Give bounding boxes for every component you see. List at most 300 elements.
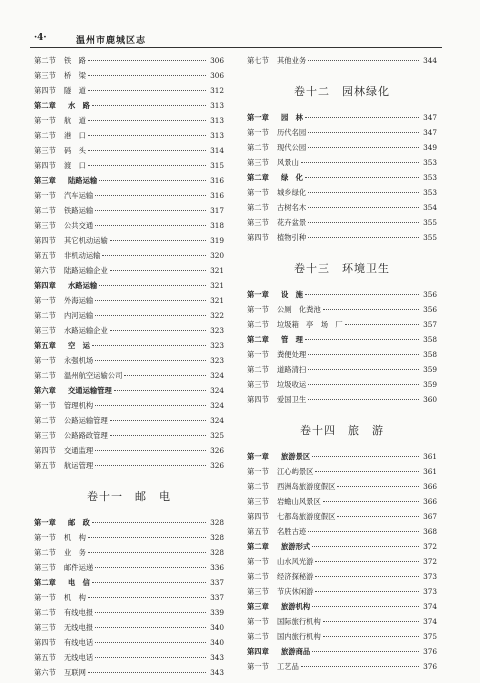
entry-title: 山水风光游 (277, 557, 314, 566)
dot-leader (88, 672, 206, 673)
page-ref: 312 (210, 86, 224, 95)
section-label: 第一节 (247, 128, 269, 137)
page-ref: 325 (210, 431, 224, 440)
section-entry[interactable] (34, 56, 224, 71)
dot-leader (95, 450, 206, 451)
page-ref: 366 (423, 497, 437, 506)
chapter-label: 第二章 (247, 335, 269, 344)
page-ref: 328 (210, 533, 224, 542)
section-label: 第三节 (247, 497, 269, 506)
toc-column-right (247, 56, 437, 677)
chapter-label: 第四章 (247, 647, 269, 656)
entry-title: 水路运输企业 (64, 326, 108, 335)
section-entry[interactable] (34, 116, 224, 131)
page-ref: 323 (210, 356, 224, 365)
chapter-entry[interactable] (247, 602, 437, 617)
section-entry[interactable] (34, 446, 224, 461)
entry-title: 古树名木 (277, 203, 307, 212)
section-label: 第三节 (34, 71, 56, 80)
page-header (30, 30, 442, 48)
entry-title: 空 运 (68, 341, 90, 350)
section-entry[interactable] (247, 587, 437, 602)
section-label: 第二节 (34, 416, 56, 425)
page-ref: 336 (210, 563, 224, 572)
entry-title: 旅游商品 (281, 647, 311, 656)
volume-title: 邮 电 (135, 490, 171, 503)
section-entry[interactable] (247, 527, 437, 542)
section-label: 第二节 (34, 56, 56, 65)
entry-title: 邮 政 (68, 518, 90, 527)
page-ref: 366 (423, 482, 437, 491)
section-label: 第三节 (34, 431, 56, 440)
section-label: 第二节 (34, 548, 56, 557)
section-label: 第二节 (34, 371, 56, 380)
section-label: 第四节 (247, 233, 269, 242)
page-ref: 374 (423, 602, 437, 611)
section-entry[interactable] (247, 512, 437, 527)
entry-title: 汽车运输 (64, 191, 94, 200)
entry-title: 设 施 (281, 290, 303, 299)
dot-leader (308, 354, 419, 355)
section-label: 第六节 (34, 266, 56, 275)
dot-leader (95, 465, 206, 466)
page-ref: 372 (423, 542, 437, 551)
chapter-entry[interactable] (247, 335, 437, 350)
chapter-label: 第五章 (34, 341, 56, 350)
section-entry[interactable] (34, 326, 224, 341)
entry-title: 粪便处理 (277, 350, 307, 359)
page-ref: 324 (210, 371, 224, 380)
entry-title: 陆路运输 (68, 176, 98, 185)
section-entry[interactable] (247, 158, 437, 173)
dot-leader (88, 120, 206, 121)
section-label: 第五节 (34, 653, 56, 662)
dot-leader (110, 330, 206, 331)
chapter-label: 第一章 (247, 290, 269, 299)
page-ref: 361 (423, 467, 437, 476)
dot-leader (95, 195, 206, 196)
dot-leader (95, 612, 206, 613)
entry-title: 外海运输 (64, 296, 94, 305)
page-ref: 347 (423, 128, 437, 137)
entry-title: 现代公园 (277, 143, 307, 152)
dot-leader (308, 132, 419, 133)
section-entry[interactable] (247, 497, 437, 512)
section-label: 第一节 (34, 116, 56, 125)
section-entry[interactable] (247, 320, 437, 335)
dot-leader (308, 399, 419, 400)
section-label: 第五节 (247, 527, 269, 536)
entry-title: 西洲岛旅游度假区 (277, 482, 336, 491)
dot-leader (308, 207, 419, 208)
volume-title: 环境卫生 (342, 262, 390, 275)
entry-title: 国际旅行机构 (277, 617, 321, 626)
dot-leader (308, 369, 419, 370)
page-ref: 313 (210, 131, 224, 140)
chapter-entry[interactable] (34, 101, 224, 116)
section-label: 第三节 (34, 563, 56, 572)
section-entry[interactable] (34, 653, 224, 668)
dot-leader (114, 390, 206, 391)
page-ref: 355 (423, 233, 437, 242)
entry-title: 绿 化 (281, 173, 303, 182)
chapter-entry[interactable] (247, 542, 437, 557)
page-ref: 358 (423, 335, 437, 344)
section-entry[interactable] (34, 356, 224, 371)
section-entry[interactable] (34, 191, 224, 206)
entry-title: 旅游形式 (281, 542, 311, 551)
page-ref: 328 (210, 518, 224, 527)
dot-leader (95, 315, 206, 316)
entry-title: 垃圾箱 亭 场 厂 (277, 320, 343, 329)
section-label: 第三节 (247, 218, 269, 227)
section-entry[interactable] (247, 203, 437, 218)
volume-number: 卷十二 (294, 85, 330, 98)
dot-leader (102, 255, 206, 256)
chapter-entry[interactable] (34, 578, 224, 593)
entry-title: 内河运输 (64, 311, 94, 320)
section-entry[interactable] (34, 71, 224, 86)
section-entry[interactable] (247, 632, 437, 647)
chapter-entry[interactable] (247, 173, 437, 188)
dot-leader (312, 606, 419, 607)
entry-title: 名胜古迹 (277, 527, 307, 536)
entry-title: 国内旅行机构 (277, 632, 321, 641)
section-entry[interactable] (247, 572, 437, 587)
section-entry[interactable] (34, 668, 224, 683)
dot-leader (301, 162, 419, 163)
page-ref: 376 (423, 647, 437, 656)
chapter-entry[interactable] (34, 341, 224, 356)
page-number: ·4· (34, 33, 47, 43)
section-entry[interactable] (34, 563, 224, 578)
chapter-label: 第二章 (34, 578, 56, 587)
section-label: 第二节 (247, 482, 269, 491)
page-ref: 373 (423, 572, 437, 581)
page-ref: 344 (423, 56, 437, 65)
dot-leader (95, 657, 206, 658)
page-ref: 375 (423, 632, 437, 641)
page-ref: 368 (423, 527, 437, 536)
section-entry[interactable] (247, 56, 437, 71)
page-ref: 321 (210, 281, 224, 290)
section-label: 第二节 (247, 203, 269, 212)
section-entry[interactable] (247, 350, 437, 365)
page-ref: 357 (423, 320, 437, 329)
section-entry[interactable] (34, 131, 224, 146)
dot-leader (88, 552, 206, 553)
chapter-label: 第三章 (34, 176, 56, 185)
entry-title: 垃圾收运 (277, 380, 307, 389)
section-entry[interactable] (34, 533, 224, 548)
chapter-label: 第一章 (247, 113, 269, 122)
entry-title: 公厕 化粪池 (277, 305, 321, 314)
section-label: 第四节 (34, 86, 56, 95)
dot-leader (315, 591, 419, 592)
chapter-label: 第四章 (34, 281, 56, 290)
dot-leader (99, 180, 206, 181)
entry-title: 道路清扫 (277, 365, 307, 374)
dot-leader (88, 150, 206, 151)
chapter-entry[interactable] (34, 518, 224, 533)
page-ref: 367 (423, 512, 437, 521)
section-entry[interactable] (247, 188, 437, 203)
section-entry[interactable] (34, 236, 224, 251)
section-label: 第一节 (247, 467, 269, 476)
chapter-entry[interactable] (34, 176, 224, 191)
entry-title: 陆路运输企业 (64, 266, 108, 275)
dot-leader (110, 435, 206, 436)
page-ref: 353 (423, 188, 437, 197)
page-ref: 313 (210, 101, 224, 110)
section-entry[interactable] (34, 161, 224, 176)
volume-heading (247, 254, 437, 284)
section-label: 第二节 (34, 608, 56, 617)
entry-title: 机 构 (64, 533, 86, 542)
section-label: 第二节 (247, 320, 269, 329)
volume-heading (247, 77, 437, 107)
dot-leader (95, 627, 206, 628)
page-ref: 313 (210, 116, 224, 125)
dot-leader (315, 471, 419, 472)
dot-leader (312, 456, 419, 457)
dot-leader (88, 537, 206, 538)
chapter-entry[interactable] (247, 452, 437, 467)
chapter-entry[interactable] (34, 386, 224, 401)
dot-leader (110, 270, 206, 271)
chapter-label: 第二章 (247, 542, 269, 551)
page-ref: 322 (210, 311, 224, 320)
section-entry[interactable] (34, 623, 224, 638)
dot-leader (92, 345, 206, 346)
entry-title: 永强机场 (64, 356, 94, 365)
entry-title: 岩蟾山风景区 (277, 497, 321, 506)
page-ref: 321 (210, 266, 224, 275)
page-ref: 353 (423, 173, 437, 182)
chapter-label: 第一章 (34, 518, 56, 527)
section-label: 第一节 (34, 593, 56, 602)
entry-title: 航运管理 (64, 461, 94, 470)
section-label: 第一节 (34, 296, 56, 305)
dot-leader (95, 642, 206, 643)
dot-leader (95, 210, 206, 211)
section-entry[interactable] (247, 557, 437, 572)
section-label: 第二节 (247, 572, 269, 581)
page-ref: 354 (423, 203, 437, 212)
dot-leader (95, 405, 206, 406)
dot-leader (92, 582, 206, 583)
page-ref: 358 (423, 350, 437, 359)
section-entry[interactable] (247, 218, 437, 233)
section-entry[interactable] (34, 251, 224, 266)
section-label: 第四节 (34, 446, 56, 455)
entry-title: 桥 梁 (64, 71, 86, 80)
section-entry[interactable] (247, 395, 437, 410)
section-entry[interactable] (34, 593, 224, 608)
section-entry[interactable] (247, 380, 437, 395)
section-entry[interactable] (247, 365, 437, 380)
page-ref: 324 (210, 401, 224, 410)
dot-leader (305, 294, 419, 295)
dot-leader (337, 516, 419, 517)
dot-leader (312, 546, 419, 547)
section-label: 第一节 (34, 533, 56, 542)
page-ref: 326 (210, 461, 224, 470)
entry-title: 其他业务 (277, 56, 307, 65)
dot-leader (124, 375, 206, 376)
page-ref: 326 (210, 446, 224, 455)
entry-title: 业 务 (64, 548, 86, 557)
dot-leader (337, 486, 419, 487)
page-ref: 340 (210, 623, 224, 632)
chapter-entry[interactable] (34, 281, 224, 296)
chapter-entry[interactable] (247, 647, 437, 662)
section-label: 第二节 (34, 311, 56, 320)
entry-title: 公路路政管理 (64, 431, 108, 440)
entry-title: 无线电话 (64, 653, 94, 662)
section-label: 第四节 (247, 512, 269, 521)
page-ref: 353 (423, 158, 437, 167)
section-entry[interactable] (34, 608, 224, 623)
page-ref: 318 (210, 221, 224, 230)
entry-title: 码 头 (64, 146, 86, 155)
volume-heading (247, 416, 437, 446)
dot-leader (312, 651, 419, 652)
section-entry[interactable] (34, 221, 224, 236)
section-label: 第一节 (34, 356, 56, 365)
page-ref: 373 (423, 587, 437, 596)
dot-leader (308, 60, 419, 61)
toc-column-left (34, 56, 224, 683)
section-entry[interactable] (247, 617, 437, 632)
page-ref: 359 (423, 365, 437, 374)
section-label: 第四节 (34, 161, 56, 170)
entry-title: 爱国卫生 (277, 395, 307, 404)
chapter-entry[interactable] (247, 290, 437, 305)
section-label: 第二节 (34, 206, 56, 215)
section-label: 第二节 (34, 131, 56, 140)
page-ref: 337 (210, 593, 224, 602)
entry-title: 公路运输管理 (64, 416, 108, 425)
page-ref: 323 (210, 326, 224, 335)
section-entry[interactable] (247, 482, 437, 497)
dot-leader (308, 384, 419, 385)
section-entry[interactable] (34, 146, 224, 161)
entry-title: 铁路运输 (64, 206, 94, 215)
entry-title: 植物引种 (277, 233, 307, 242)
section-label: 第五节 (34, 251, 56, 260)
volume-heading (34, 482, 224, 512)
section-label: 第三节 (34, 326, 56, 335)
page-ref: 356 (423, 305, 437, 314)
section-entry[interactable] (34, 461, 224, 476)
section-label: 第三节 (247, 587, 269, 596)
dot-leader (308, 222, 419, 223)
dot-leader (323, 621, 419, 622)
section-entry[interactable] (34, 296, 224, 311)
dot-leader (308, 147, 419, 148)
volume-title: 旅 游 (348, 424, 384, 437)
section-entry[interactable] (247, 233, 437, 248)
chapter-label: 第三章 (247, 602, 269, 611)
page-ref: 324 (210, 386, 224, 395)
dot-leader (323, 636, 419, 637)
entry-title: 旅游机构 (281, 602, 311, 611)
entry-title: 管 理 (281, 335, 303, 344)
page-ref: 316 (210, 176, 224, 185)
page-ref: 343 (210, 668, 224, 677)
section-label: 第三节 (247, 380, 269, 389)
page-ref: 372 (423, 557, 437, 566)
entry-title: 互联网 (64, 668, 86, 677)
section-label: 第六节 (34, 668, 56, 677)
entry-title: 有线电报 (64, 608, 94, 617)
section-label: 第一节 (247, 557, 269, 566)
entry-title: 旅游景区 (281, 452, 311, 461)
section-entry[interactable] (34, 206, 224, 221)
page-ref: 355 (423, 218, 437, 227)
entry-title: 无线电报 (64, 623, 94, 632)
section-entry[interactable] (247, 143, 437, 158)
section-entry[interactable] (34, 311, 224, 326)
dot-leader (92, 522, 206, 523)
section-entry[interactable] (247, 662, 437, 677)
page-ref: 337 (210, 578, 224, 587)
dot-leader (88, 75, 206, 76)
section-entry[interactable] (247, 128, 437, 143)
dot-leader (95, 567, 206, 568)
section-entry[interactable] (34, 266, 224, 281)
dot-leader (308, 192, 419, 193)
dot-leader (323, 309, 419, 310)
entry-title: 港 口 (64, 131, 86, 140)
section-label: 第三节 (34, 221, 56, 230)
page-ref: 374 (423, 617, 437, 626)
section-entry[interactable] (34, 86, 224, 101)
section-label: 第一节 (247, 662, 269, 671)
entry-title: 花卉盆景 (277, 218, 307, 227)
dot-leader (88, 135, 206, 136)
page-ref: 315 (210, 161, 224, 170)
dot-leader (323, 501, 419, 502)
volume-number: 卷十一 (87, 490, 123, 503)
page-ref: 361 (423, 452, 437, 461)
section-label: 第三节 (247, 158, 269, 167)
section-label: 第四节 (34, 236, 56, 245)
page-ref: 343 (210, 653, 224, 662)
book-title: 温州市鹿城区志 (76, 36, 147, 46)
section-entry[interactable] (34, 431, 224, 446)
chapter-entry[interactable] (247, 113, 437, 128)
section-entry[interactable] (247, 305, 437, 320)
dot-leader (99, 285, 206, 286)
entry-title: 航 道 (64, 116, 86, 125)
dot-leader (88, 165, 206, 166)
section-label: 第三节 (34, 623, 56, 632)
dot-leader (88, 597, 206, 598)
section-entry[interactable] (34, 371, 224, 386)
section-label: 第一节 (34, 191, 56, 200)
page-ref: 356 (423, 290, 437, 299)
section-entry[interactable] (34, 416, 224, 431)
dot-leader (308, 237, 419, 238)
page-ref: 321 (210, 296, 224, 305)
chapter-label: 第一章 (247, 452, 269, 461)
section-entry[interactable] (34, 548, 224, 563)
section-entry[interactable] (247, 467, 437, 482)
section-entry[interactable] (34, 401, 224, 416)
page-ref: 316 (210, 191, 224, 200)
